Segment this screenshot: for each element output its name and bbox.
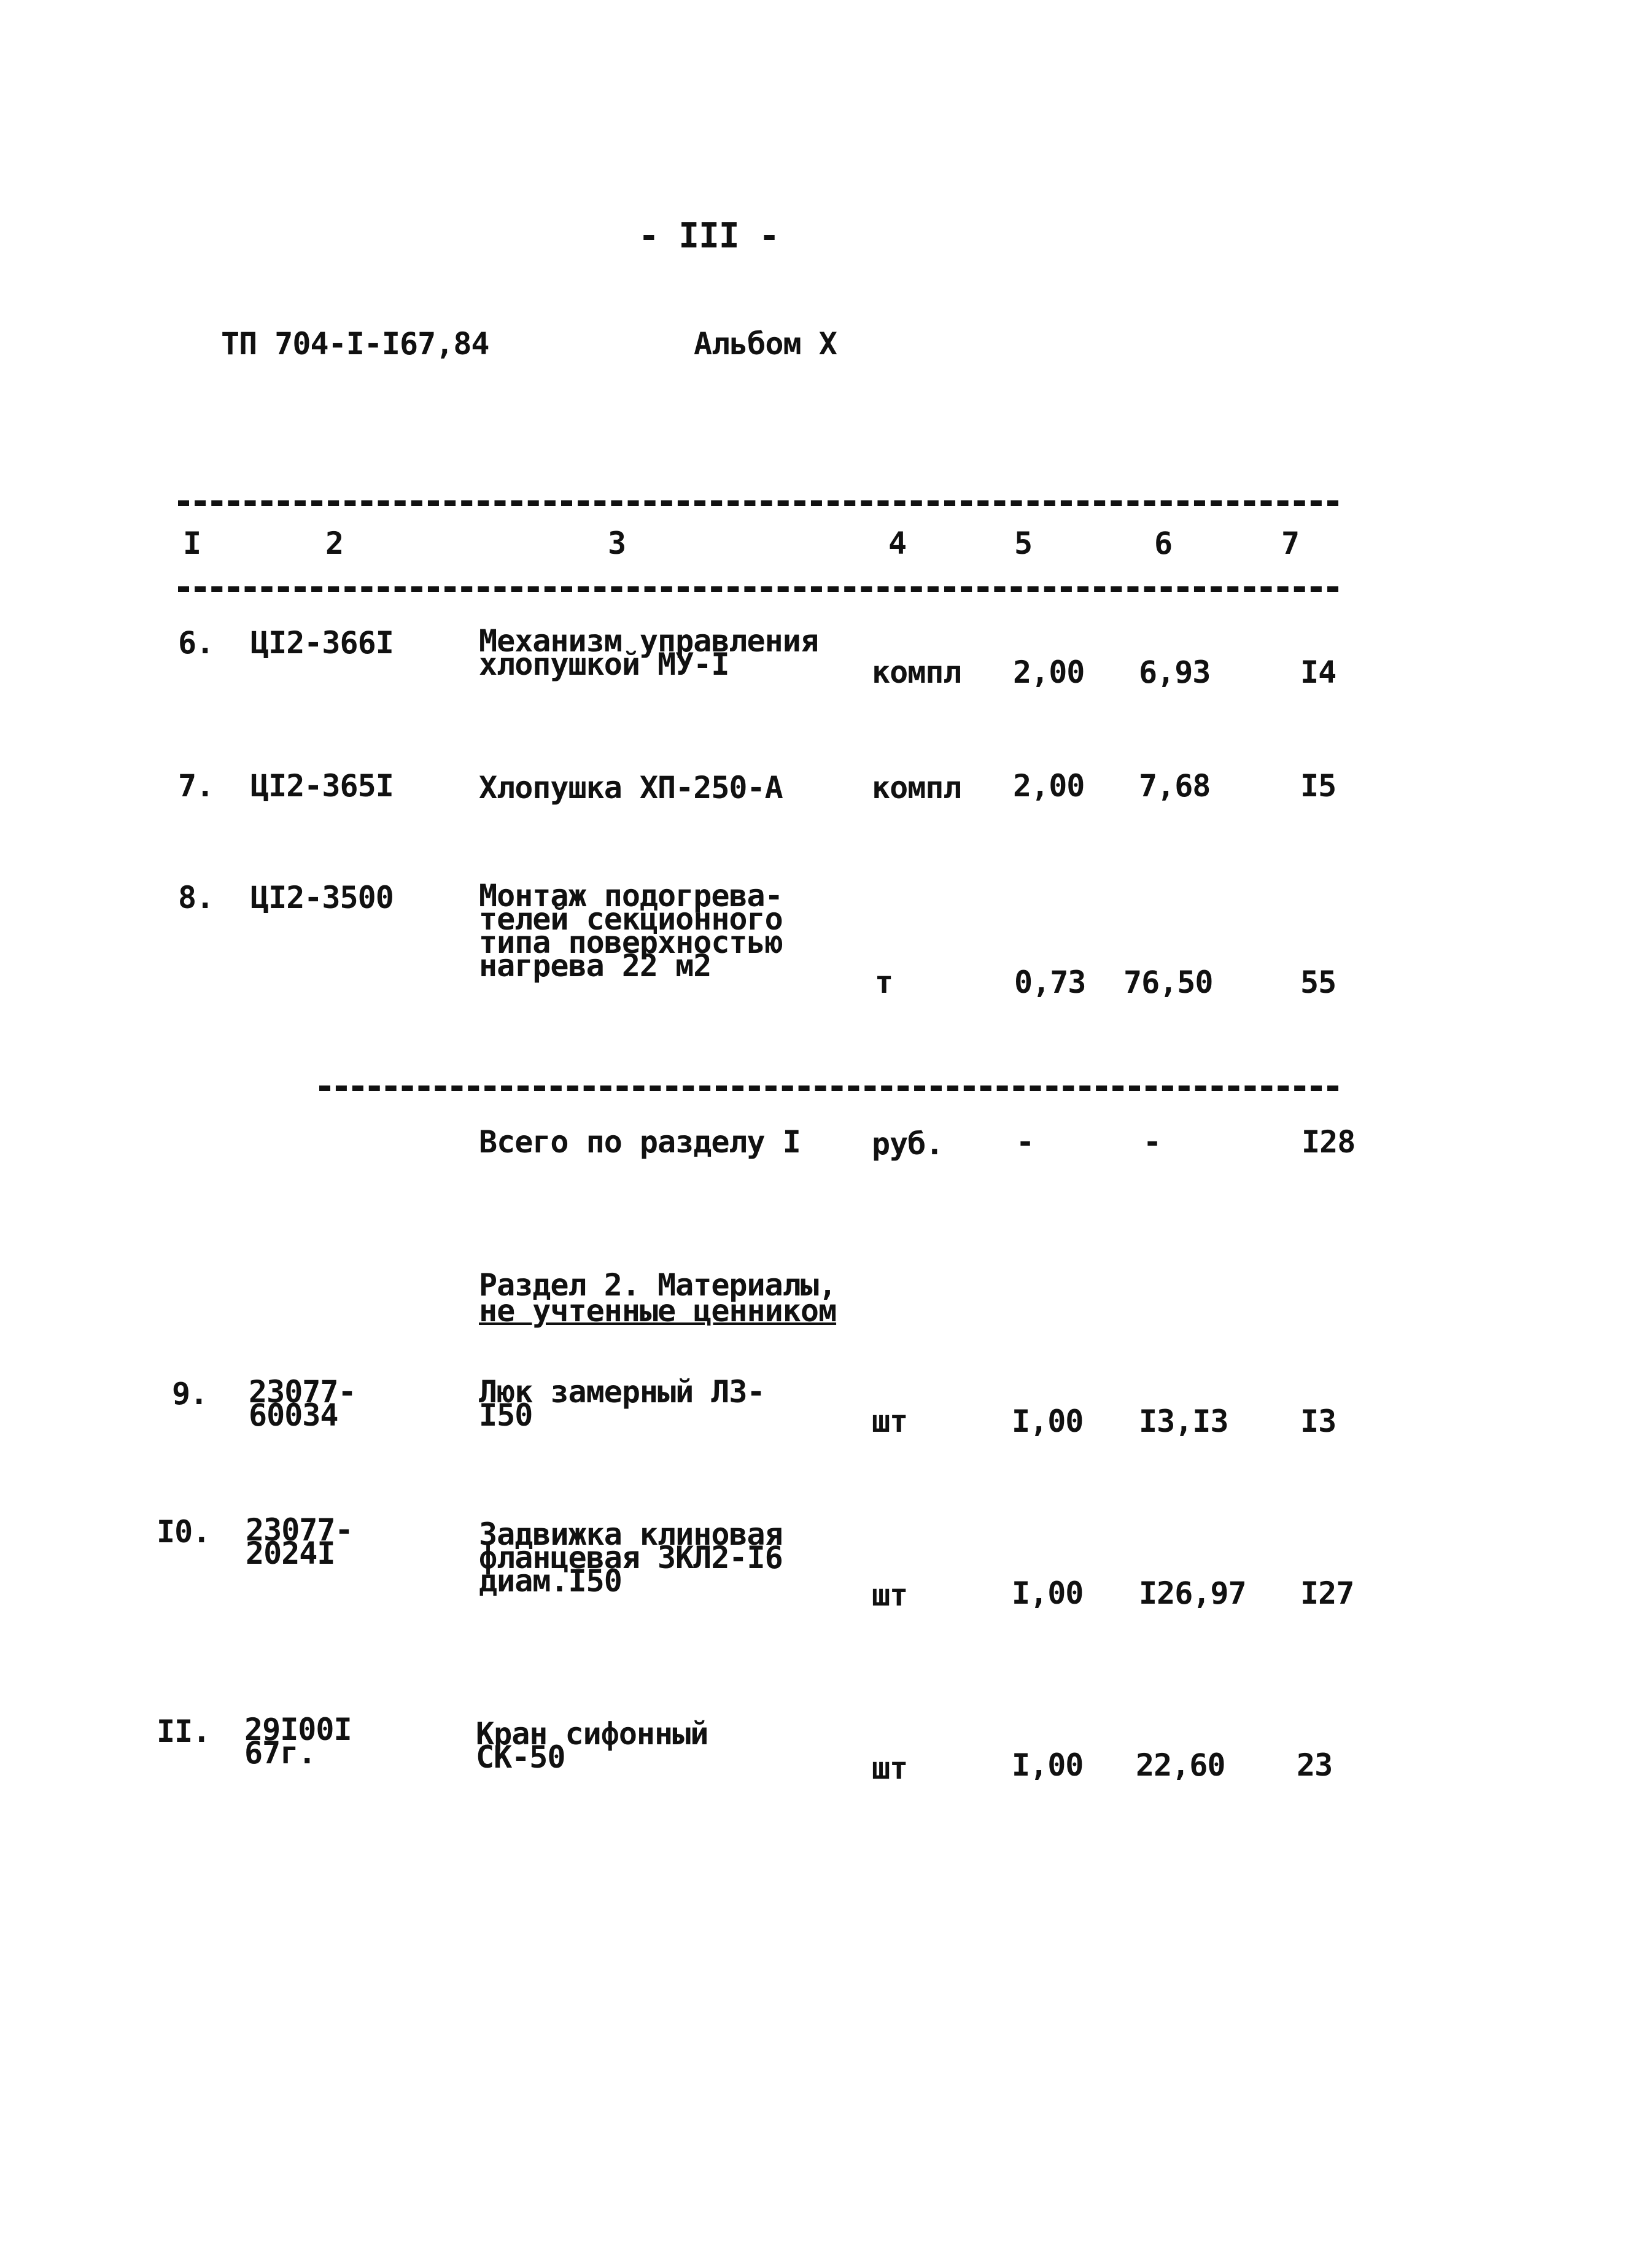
- section-heading: Раздел 2. Материалы,: [479, 1267, 837, 1303]
- row-price: I3,I3: [1139, 1404, 1228, 1439]
- row-price: 7,68: [1139, 768, 1211, 804]
- subtotal-quantity: -: [1016, 1124, 1034, 1160]
- table-header-rule: [178, 586, 1338, 592]
- row-unit: т: [875, 965, 893, 1000]
- row-quantity: I,00: [1012, 1575, 1084, 1611]
- row-code: 23077- 2024I: [246, 1512, 353, 1571]
- column-header-4: 4: [888, 526, 907, 561]
- album-label: Альбом X: [694, 326, 837, 362]
- row-name: Механизм управления хлопушкой МУ-I: [479, 623, 818, 682]
- column-header-7: 7: [1281, 526, 1300, 561]
- table-top-rule: [178, 500, 1338, 506]
- column-header-1: I: [183, 526, 201, 561]
- subtotal-rule: [319, 1085, 1338, 1091]
- row-name: Кран сифонный СК-50: [476, 1716, 708, 1775]
- column-header-2: 2: [325, 526, 344, 561]
- row-code: 23077- 60034: [249, 1374, 356, 1433]
- subtotal-total: I28: [1302, 1124, 1356, 1160]
- row-name: Монтаж подогрева- телей секционного типа поверхностью нагрева 22 м2: [479, 878, 783, 984]
- row-price: 6,93: [1139, 654, 1211, 690]
- page-number: - III -: [638, 216, 780, 256]
- row-total: 55: [1300, 965, 1336, 1000]
- row-total: I4: [1300, 654, 1336, 690]
- row-price: I26,97: [1139, 1575, 1246, 1611]
- row-quantity: 2,00: [1013, 654, 1085, 690]
- row-quantity: I,00: [1012, 1747, 1084, 1783]
- row-unit: шт: [872, 1577, 908, 1613]
- row-number: II.: [157, 1714, 211, 1749]
- row-quantity: 2,00: [1013, 768, 1085, 804]
- column-header-3: 3: [608, 526, 626, 561]
- row-name: Люк замерный ЛЗ- I50: [479, 1374, 765, 1433]
- row-code: 29I00I 67г.: [244, 1712, 352, 1771]
- row-number: I0.: [157, 1514, 211, 1550]
- row-total: I27: [1300, 1575, 1354, 1611]
- row-code: ЦI2-3500: [250, 880, 394, 915]
- row-quantity: I,00: [1012, 1404, 1084, 1439]
- row-unit: шт: [872, 1404, 908, 1439]
- row-price: 22,60: [1136, 1747, 1225, 1783]
- subtotal-unit: руб.: [872, 1126, 944, 1162]
- document-code: ТП 704-I-I67,84: [221, 326, 489, 362]
- row-number: 8.: [178, 880, 214, 915]
- row-quantity: 0,73: [1014, 965, 1086, 1000]
- row-number: 9.: [172, 1376, 208, 1412]
- subtotal-price: -: [1143, 1124, 1162, 1160]
- subtotal-label: Всего по разделу I: [479, 1124, 801, 1160]
- row-code: ЦI2-365I: [250, 768, 394, 804]
- row-unit: шт: [872, 1750, 908, 1786]
- row-unit: компл: [872, 654, 961, 690]
- column-header-5: 5: [1014, 526, 1033, 561]
- column-header-6: 6: [1154, 526, 1173, 561]
- section-heading-subtitle: не учтенные ценником: [479, 1293, 837, 1329]
- row-total: I3: [1300, 1404, 1336, 1439]
- row-total: I5: [1300, 768, 1336, 804]
- row-name: Хлопушка ХП-250-А: [479, 770, 783, 806]
- row-name: Задвижка клиновая фланцевая ЗКЛ2-I6 диам.I50: [479, 1517, 783, 1599]
- row-unit: компл: [872, 770, 961, 806]
- row-number: 7.: [178, 768, 214, 804]
- row-price: 76,50: [1123, 965, 1213, 1000]
- row-code: ЦI2-366I: [250, 625, 394, 661]
- row-number: 6.: [178, 625, 214, 661]
- row-total: 23: [1297, 1747, 1333, 1783]
